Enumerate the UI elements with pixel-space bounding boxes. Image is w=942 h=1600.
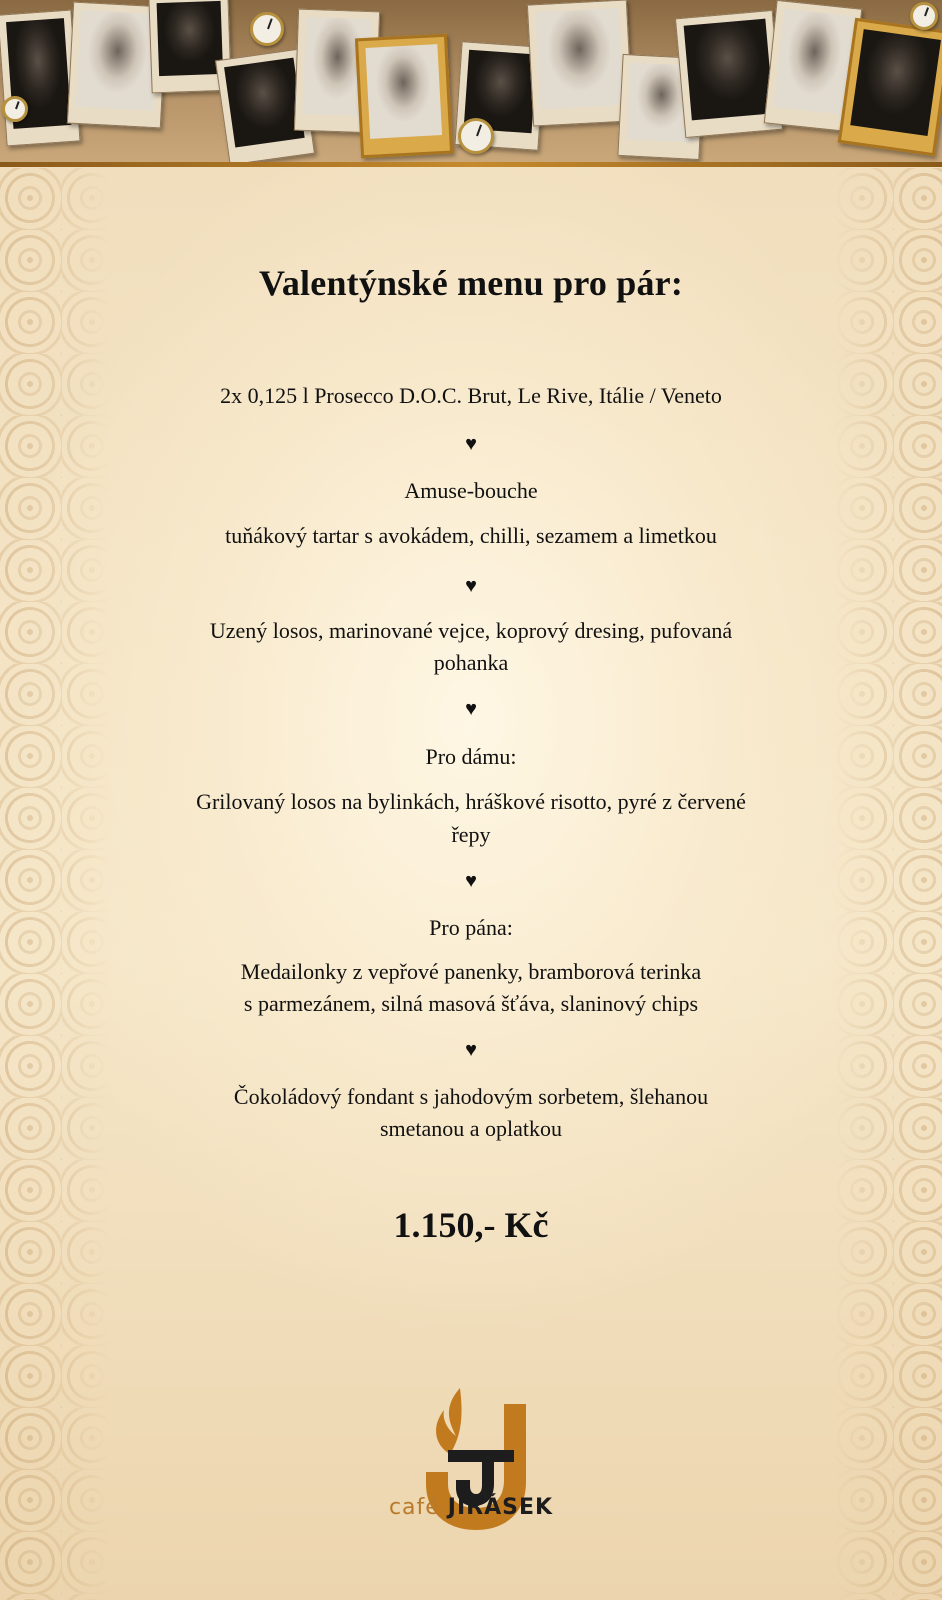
heart-divider-icon: ♥ <box>465 870 477 892</box>
menu-item-line: tuňákový tartar s avokádem, chilli, sezamem a limetkou <box>225 523 717 548</box>
brand-name-word: JIRÁSEK <box>447 1495 554 1520</box>
menu-item-line: 2x 0,125 l Prosecco D.O.C. Brut, Le Rive, Itálie / Veneto <box>220 383 722 408</box>
menu-item-line: smetanou a oplatkou <box>379 1116 563 1141</box>
menu-item-heading: Amuse-bouche <box>404 478 538 503</box>
header-divider-rule <box>0 162 942 167</box>
menu-item-line: Uzený losos, marinované vejce, koprový dresing, pufovaná <box>209 618 733 643</box>
menu-item-line: pohanka <box>433 650 509 675</box>
menu-item-heading: Pro dámu: <box>425 744 517 769</box>
menu-title: Valentýnské menu pro pár: <box>258 263 684 303</box>
heart-divider-icon: ♥ <box>465 698 477 720</box>
menu-item-line: s parmezánem, silná masová šťáva, slaninový chips <box>243 991 699 1016</box>
vintage-photo-gold-frame <box>355 34 453 159</box>
vintage-photo-gold-frame <box>838 18 942 156</box>
brand-cafe-word: café <box>388 1495 440 1520</box>
pocket-watch-icon <box>458 118 494 154</box>
menu-price: 1.150,- Kč <box>393 1205 549 1245</box>
menu-item-heading: Pro pána: <box>429 915 513 940</box>
vintage-photo <box>527 0 633 127</box>
pocket-watch-icon <box>910 2 938 30</box>
pocket-watch-icon <box>2 96 28 122</box>
brand-wordmark <box>0 1495 942 1520</box>
menu-item-line: řepy <box>451 822 491 847</box>
menu-item-line: Medailonky z vepřové panenky, bramborová terinka <box>240 959 702 984</box>
heart-divider-icon: ♥ <box>465 433 477 455</box>
menu-item-line: Čokoládový fondant s jahodovým sorbetem, šlehanou <box>233 1084 709 1109</box>
header-photo-collage <box>0 0 942 164</box>
heart-divider-icon: ♥ <box>465 1039 477 1061</box>
heart-divider-icon: ♥ <box>465 575 477 597</box>
pocket-watch-icon <box>250 12 284 46</box>
menu-item-line: Grilovaný losos na bylinkách, hráškové risotto, pyré z červené <box>196 789 746 814</box>
